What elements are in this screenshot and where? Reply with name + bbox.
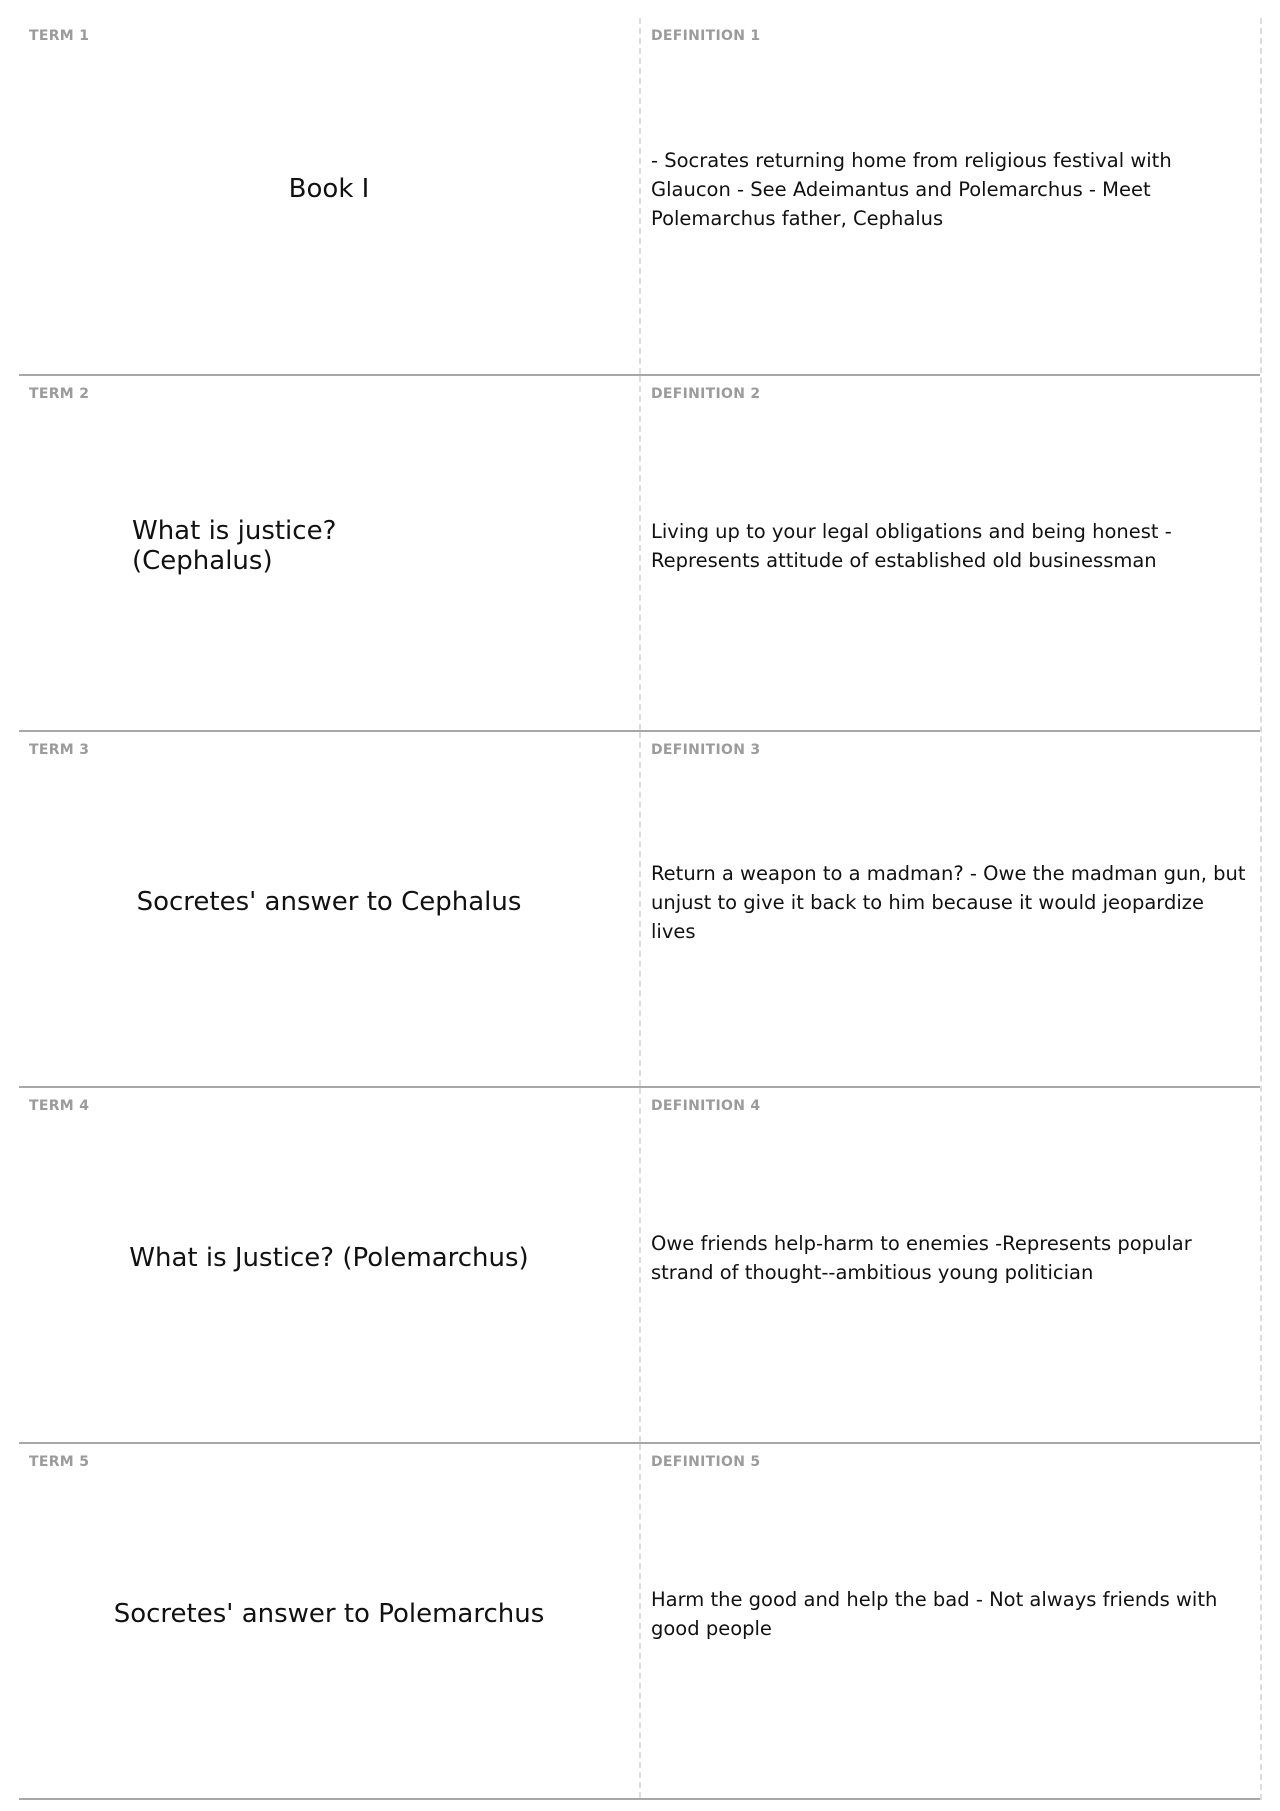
definition-cell xyxy=(641,732,1260,1086)
term-label: TERM 5 xyxy=(29,1454,90,1470)
term-text-container xyxy=(59,1088,599,1442)
definition-text: Return a weapon to a madman? - Owe the madman gun, but unjust to give it back to him because it would jeopardize lives xyxy=(651,861,1246,943)
term-label: TERM 1 xyxy=(29,28,90,44)
term-text: What is justice? (Cephalus) xyxy=(132,516,337,576)
definition-text-container xyxy=(651,1088,1252,1442)
term-cell xyxy=(19,1444,641,1798)
term-text: What is Justice? (Polemarchus) xyxy=(129,1243,529,1273)
definition-cell xyxy=(641,18,1260,374)
term-cell xyxy=(19,1088,641,1442)
term-cell xyxy=(19,732,641,1086)
term-text: Socretes' answer to Polemarchus xyxy=(113,1599,545,1629)
flashcard-row xyxy=(19,732,1260,1088)
definition-label: DEFINITION 3 xyxy=(651,742,761,758)
flashcard-row xyxy=(19,376,1260,732)
flashcard-row xyxy=(19,1444,1260,1800)
definition-cell xyxy=(641,376,1260,730)
term-label: TERM 4 xyxy=(29,1098,90,1114)
definition-text: Living up to your legal obligations and being honest - Represents attitude of established old businessman xyxy=(651,520,1172,572)
definition-label: DEFINITION 1 xyxy=(651,28,761,44)
definition-label: DEFINITION 5 xyxy=(651,1454,761,1470)
definition-text: Harm the good and help the bad - Not always friends with good people xyxy=(651,1588,1218,1640)
definition-text: - Socrates returning home from religious festival with Glaucon - See Adeimantus and Polemarchus - Meet Polemarchus father, Cephalus xyxy=(651,148,1172,230)
flashcard-row xyxy=(19,1088,1260,1444)
definition-cell xyxy=(641,1088,1260,1442)
definition-text-container xyxy=(651,376,1252,730)
definition-text-container xyxy=(651,18,1252,374)
definition-text-container xyxy=(651,1444,1252,1798)
term-text-container xyxy=(59,18,599,374)
definition-text: Owe friends help-harm to enemies -Represents popular strand of thought--ambitious young politician xyxy=(651,1232,1192,1284)
term-label: TERM 3 xyxy=(29,742,90,758)
term-label: TERM 2 xyxy=(29,386,90,402)
term-cell xyxy=(19,376,641,730)
term-text: Book I xyxy=(288,174,370,204)
definition-label: DEFINITION 2 xyxy=(651,386,761,402)
definition-cell xyxy=(641,1444,1260,1798)
flashcard-sheet xyxy=(19,18,1262,1800)
definition-label: DEFINITION 4 xyxy=(651,1098,761,1114)
term-text: Socretes' answer to Cephalus xyxy=(136,887,522,917)
term-text-container xyxy=(59,732,599,1086)
flashcard-row xyxy=(19,18,1260,376)
term-cell xyxy=(19,18,641,374)
definition-text-container xyxy=(651,732,1252,1086)
term-text-container xyxy=(19,376,639,730)
term-text-container xyxy=(59,1444,599,1798)
